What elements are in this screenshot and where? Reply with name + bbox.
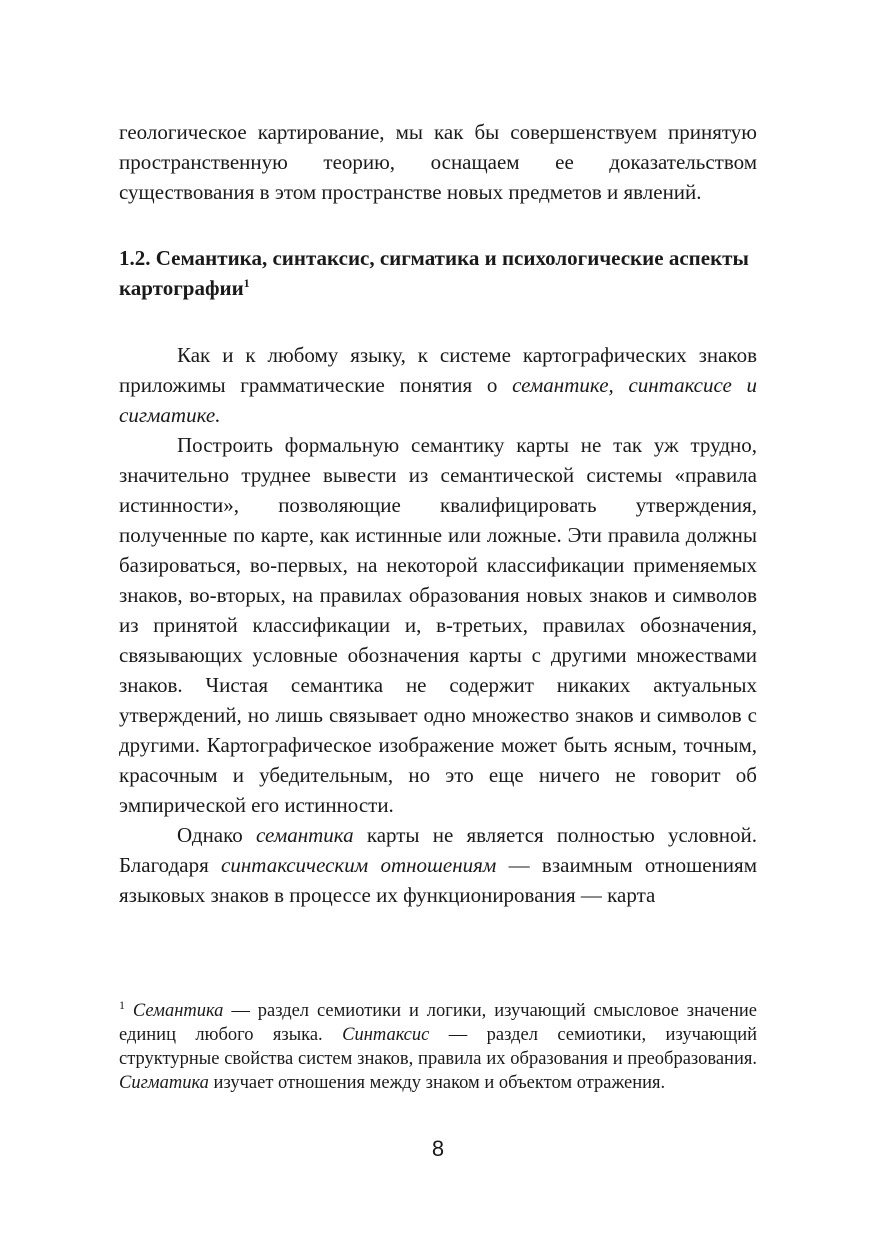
footnote-block (119, 999, 757, 1095)
footnote-marker: 1 (119, 997, 125, 1012)
paragraph-3-text-a: Однако (177, 823, 256, 847)
footnote-reference: 1 (243, 276, 250, 290)
footnote-def-sigmatics: изучает отношения между знаком и объектом отражения. (208, 1073, 666, 1093)
paragraph-1-text: Как и к любому языку, к системе картографических знаков приложимы грамматические понятия о (119, 343, 757, 397)
paragraph-3-italic-semantics: семантика (255, 823, 354, 847)
footnote-term-semantics: Семантика (132, 1001, 224, 1021)
page-body (119, 117, 757, 910)
paragraph-3-text-c: карты не является полностью условной. Благодаря (119, 823, 757, 877)
section-body (119, 340, 757, 910)
paragraph-1-italic-terms: семантике, синтаксисе и сигматике. (119, 373, 757, 427)
footnote-def-syntax: — раздел семиотики, изучающий структурные свойства систем знаков, правила их образования и преобразования. (119, 1025, 757, 1069)
section-heading (119, 243, 757, 303)
paragraph-3 (119, 820, 757, 910)
footnote-text (119, 999, 757, 1095)
intro-paragraph: геологическое картирование, мы как бы совершенствуем принятую пространственную теорию, оснащаем ее доказательством существования в этом пространстве новых предметов и явлений. (119, 120, 757, 204)
footnote-def-semantics: — раздел семиотики и логики, изучающий смысловое значение единиц любого языка. (119, 1001, 758, 1045)
paragraph-3-text-e: — взаимным отношениям языковых знаков в процессе их функционирования — карта (119, 853, 757, 907)
page-number: 8 (431, 1136, 445, 1161)
paragraph-1 (119, 340, 757, 430)
paragraph-2: Построить формальную семантику карты не так уж трудно, значительно труднее вывести из семантической системы «правила истинности», позволяющие квалифицировать утверждения, полученные по карте, как истинные или ложные. Эти правила должны базироваться, во-первых, на некоторой классификации применяемых знаков, во-вторых, на правилах образования новых знаков и символов из принятой классификации и, в-третьих, правилах обозначения, связывающих условные обозначения карты с другими множествами знаков. Чистая семантика не содержит никаких актуальных утверждений, но лишь связывает одно множество знаков и символов с другими. Картографическое изображение может быть ясным, точным, красочным и убедительным, но это еще ничего не говорит об эмпирической его истинности. (119, 433, 757, 817)
section-title: 1.2. Семантика, синтаксис, сигматика и психологические аспекты картографии (119, 246, 749, 300)
footnote-term-sigmatics: Сигматика (119, 1073, 209, 1093)
footnote-term-syntax: Синтаксис (342, 1025, 430, 1045)
paragraph-3-italic-syntax: синтаксическим отношениям (221, 853, 497, 877)
